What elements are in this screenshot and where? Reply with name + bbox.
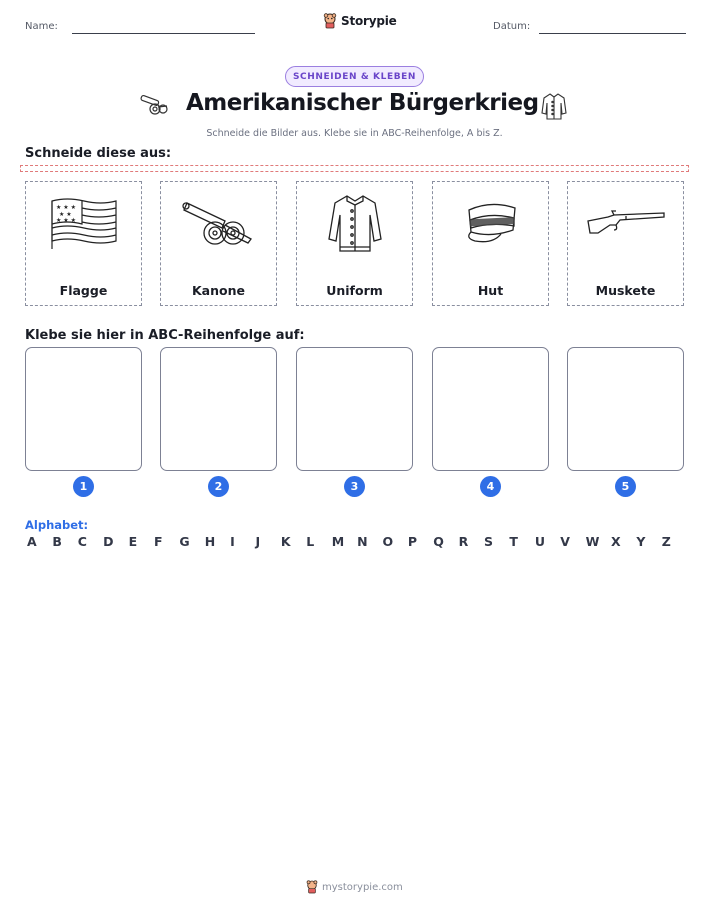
activity-type-badge: SCHNEIDEN & KLEBEN — [285, 66, 424, 87]
cut-line — [20, 165, 689, 172]
instructions: Schneide die Bilder aus. Klebe sie in ABC-Reihenfolge, A bis Z. — [206, 128, 503, 139]
paste-box-4[interactable] — [432, 347, 549, 471]
alphabet-letter: G — [179, 534, 190, 549]
cut-card-flag[interactable] — [25, 181, 142, 306]
alphabet-letter: C — [77, 534, 87, 549]
alphabet-letter: X — [610, 534, 621, 549]
number-badge: 1 — [73, 476, 94, 497]
cut-card-label: Flagge — [59, 283, 108, 298]
svg-text:★ ★: ★ ★ — [58, 211, 72, 218]
cannon-icon — [181, 195, 257, 251]
cut-card-label: Kanone — [192, 283, 245, 298]
footer — [306, 880, 403, 894]
storypie-mascot-icon — [323, 13, 337, 29]
flag-icon — [49, 195, 119, 251]
hat-icon — [459, 198, 523, 248]
alphabet-letter: Z — [661, 534, 671, 549]
alphabet-letter: R — [458, 534, 469, 549]
alphabet-letter: B — [52, 534, 62, 549]
paste-heading: Klebe sie hier in ABC-Reihenfolge auf: — [25, 328, 305, 343]
name-label: Name: — [25, 21, 58, 32]
alphabet-letter: I — [230, 534, 235, 549]
paste-box-3[interactable] — [296, 347, 413, 471]
alphabet-letter: V — [560, 534, 570, 549]
alphabet-letter: E — [128, 534, 138, 549]
cut-card-cannon[interactable] — [160, 181, 277, 306]
page-title: Amerikanischer Bürgerkrieg — [186, 90, 539, 116]
cut-card-musket[interactable] — [567, 181, 684, 306]
musket-icon — [586, 203, 666, 243]
number-badge: 5 — [615, 476, 636, 497]
alphabet-letter: H — [204, 534, 216, 549]
svg-text:★ ★ ★: ★ ★ ★ — [55, 204, 76, 211]
alphabet-letter: N — [357, 534, 368, 549]
alphabet-letter: P — [407, 534, 418, 549]
alphabet-letter: L — [306, 534, 315, 549]
cut-card-uniform[interactable] — [296, 181, 413, 306]
paste-box-5[interactable] — [567, 347, 684, 471]
alphabet-heading: Alphabet: — [25, 518, 89, 532]
cut-card-hat[interactable] — [432, 181, 549, 306]
paste-box-2[interactable] — [160, 347, 277, 471]
uniform-icon — [323, 191, 387, 255]
alphabet-letter: U — [534, 534, 545, 549]
alphabet-letter: M — [331, 534, 345, 549]
number-badge: 3 — [344, 476, 365, 497]
alphabet-row — [27, 534, 687, 549]
alphabet-letter: J — [255, 534, 261, 549]
name-line[interactable] — [72, 33, 255, 34]
alphabet-letter: F — [153, 534, 163, 549]
alphabet-letter: D — [103, 534, 114, 549]
alphabet-letter: K — [280, 534, 291, 549]
alphabet-letter: Y — [636, 534, 646, 549]
paste-box-1[interactable] — [25, 347, 142, 471]
cut-card-label: Uniform — [326, 283, 383, 298]
brand-name: Storypie — [341, 14, 397, 28]
cut-card-label: Hut — [477, 283, 504, 298]
number-badge: 4 — [480, 476, 501, 497]
alphabet-letter: A — [27, 534, 37, 549]
alphabet-letter: S — [484, 534, 494, 549]
cannon-icon — [138, 94, 170, 116]
svg-text:★ ★ ★: ★ ★ ★ — [55, 217, 76, 224]
alphabet-letter: Q — [433, 534, 444, 549]
cut-card-label: Muskete — [595, 283, 656, 298]
storypie-mascot-icon — [306, 880, 318, 894]
brand-logo — [323, 13, 397, 29]
alphabet-letter: W — [585, 534, 600, 549]
alphabet-letter: O — [382, 534, 394, 549]
uniform-icon — [539, 91, 569, 121]
number-badge: 2 — [208, 476, 229, 497]
footer-url[interactable]: mystorypie.com — [322, 881, 403, 893]
cut-heading: Schneide diese aus: — [25, 146, 172, 161]
date-label: Datum: — [493, 21, 531, 32]
alphabet-letter: T — [509, 534, 518, 549]
date-line[interactable] — [539, 33, 686, 34]
